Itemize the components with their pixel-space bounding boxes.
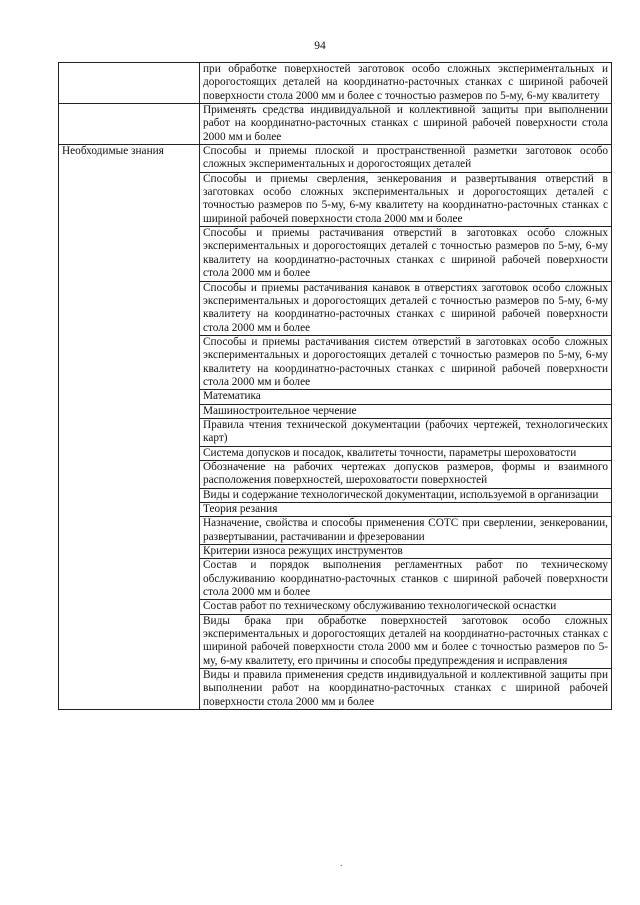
knowledge-item: Машиностроительное черчение xyxy=(200,404,612,418)
knowledge-item: Способы и приемы растачивания отверстий в заготовках особо сложных экспериментальных и дорогостоящих деталей с точностью размеров по 5-му, 6-му квалитету на координатно-расточных станках с шириной рабочей поверхности стола 2000 мм и более xyxy=(200,227,612,281)
knowledge-item: Способы и приемы сверления, зенкерования и развертывания отверстий в заготовках особо сложных экспериментальных и дорогостоящих деталей с точностью размеров по 5-му, 6-му квалитету на координатно-расточных станках с шириной рабочей поверхности стола 2000 мм и более xyxy=(200,172,612,226)
knowledge-item: Способы и приемы растачивания систем отверстий в заготовках особо сложных экспериментальных и дорогостоящих деталей с точностью размеров по 5-му, 6-му квалитету на координатно-расточных станках с шириной рабочей поверхности стола 2000 мм и более xyxy=(200,335,612,389)
knowledge-item: Способы и приемы растачивания канавок в отверстиях заготовок особо сложных экспериментальных и дорогостоящих деталей с точностью размеров по 5-му, 6-му квалитету на координатно-расточных станках с шириной рабочей поверхности стола 2000 мм и более xyxy=(200,281,612,335)
section-label: Необходимые знания xyxy=(59,145,200,710)
knowledge-item: Математика xyxy=(200,390,612,404)
knowledge-item: Обозначение на рабочих чертежах допусков размеров, формы и взаимного расположения поверхностей, шероховатости поверхностей xyxy=(200,460,612,488)
knowledge-item: Состав работ по техническому обслуживанию технологической оснастки xyxy=(200,600,612,614)
table-row xyxy=(59,145,612,173)
knowledge-item: Теория резания xyxy=(200,503,612,517)
empty-label-cell xyxy=(59,63,200,104)
table-row xyxy=(59,63,612,104)
knowledge-item: Виды брака при обработке поверхностей заготовок особо сложных экспериментальных и дорогостоящих деталей на координатно-расточных станках с шириной рабочей поверхности стола 2000 мм и более с точностью размеров по 5-му, 6-му квалитету, его причины и способы предупреждения и исправления xyxy=(200,614,612,668)
empty-label-cell xyxy=(59,104,200,145)
knowledge-item: Критерии износа режущих инструментов xyxy=(200,545,612,559)
knowledge-item: Назначение, свойства и способы применения СОТС при сверлении, зенкеровании, развертывании, растачивании и фрезеровании xyxy=(200,517,612,545)
knowledge-item: Система допусков и посадок, квалитеты точности, параметры шероховатости xyxy=(200,446,612,460)
footer-mark: . xyxy=(340,858,343,869)
table-row xyxy=(59,104,612,145)
requirement-cell: Применять средства индивидуальной и коллективной защиты при выполнении работ на координатно-расточных станках с шириной рабочей поверхности стола 2000 мм и более xyxy=(200,104,612,145)
requirement-cell: при обработке поверхностей заготовок особо сложных экспериментальных и дорогостоящих деталей на координатно-расточных станках с шириной рабочей поверхности стола 2000 мм и более с точностью размеров по 5-му, 6-му квалитету xyxy=(200,63,612,104)
knowledge-table xyxy=(58,62,612,710)
page-number: 94 xyxy=(314,40,326,52)
knowledge-item: Виды и содержание технологической документации, используемой в организации xyxy=(200,488,612,502)
knowledge-item: Виды и правила применения средств индивидуальной и коллективной защиты при выполнении работ на координатно-расточных станках с шириной рабочей поверхности стола 2000 мм и более xyxy=(200,669,612,710)
knowledge-item: Способы и приемы плоской и пространственной разметки заготовок особо сложных экспериментальных и дорогостоящих деталей xyxy=(200,145,612,173)
knowledge-item: Состав и порядок выполнения регламентных работ по техническому обслуживанию координатно-расточных станков с шириной рабочей поверхности стола 2000 мм и более xyxy=(200,559,612,600)
knowledge-item: Правила чтения технической документации (рабочих чертежей, технологических карт) xyxy=(200,418,612,446)
